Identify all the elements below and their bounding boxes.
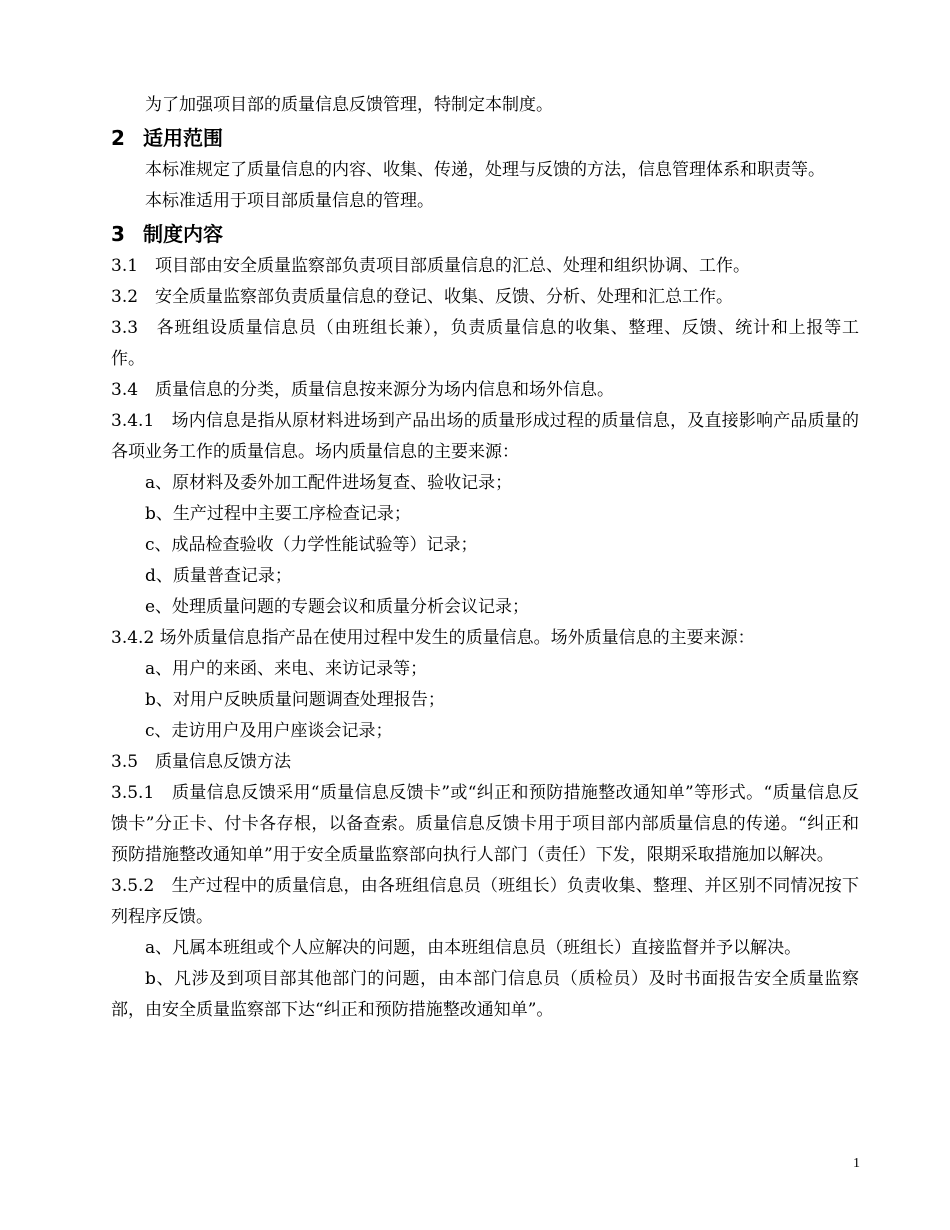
paragraph: 3.3 各班组设质量信息员（由班组长兼），负责质量信息的收集、整理、反馈、统计和上报等工作。 [111,318,859,369]
paragraph: 3.5 质量信息反馈方法 [111,752,292,772]
list-item: a、原材料及委外加工配件进场复查、验收记录； [145,473,513,493]
list-item: e、处理质量问题的专题会议和质量分析会议记录； [145,597,530,617]
list-item: c、成品检查验收（力学性能试验等）记录； [145,535,478,555]
paragraph: 本标准规定了质量信息的内容、收集、传递，处理与反馈的方法，信息管理体系和职责等。 [145,160,825,180]
paragraph: a、凡属本班组或个人应解决的问题，由本班组信息员（班组长）直接监督并予以解决。 [145,938,802,958]
paragraph: 本标准适用于项目部质量信息的管理。 [145,191,434,211]
list-item: d、质量普查记录； [145,566,292,586]
paragraph: 3.5.1 质量信息反馈采用“质量信息反馈卡”或“纠正和预防措施整改通知单”等形式。“质量信息反馈卡”分正卡、付卡各存根，以备查索。质量信息反馈卡用于项目部内部质量信息的传递。“纠正和预防措施整改通知单”用于安全质量监察部向执行人部门（责任）下发，限期采取措施加以解决。 [111,783,859,865]
paragraph: 3.4 质量信息的分类，质量信息按来源分为场内信息和场外信息。 [111,380,615,400]
section-number: 2 [111,126,125,150]
section-number: 3 [111,222,125,246]
paragraph: 为了加强项目部的质量信息反馈管理，特制定本制度。 [145,95,553,115]
list-item: b、生产过程中主要工序检查记录； [145,504,411,524]
section-heading [111,217,859,251]
section-title: 制度内容 [143,222,223,246]
paragraph: b、凡涉及到项目部其他部门的问题，由本部门信息员（质检员）及时书面报告安全质量监察部，由安全质量监察部下达“纠正和预防措施整改通知单”。 [111,969,859,1020]
list-item: b、对用户反映质量问题调查处理报告； [145,690,445,710]
list-item: a、用户的来函、来电、来访记录等； [145,659,428,679]
paragraph: 3.2 安全质量监察部负责质量信息的登记、收集、反馈、分析、处理和汇总工作。 [111,287,734,307]
document-body [111,90,859,1026]
paragraph: 3.1 项目部由安全质量监察部负责项目部质量信息的汇总、处理和组织协调、工作。 [111,256,751,276]
paragraph: 3.4.1 场内信息是指从原材料进场到产品出场的质量形成过程的质量信息，及直接影响产品质量的各项业务工作的质量信息。场内质量信息的主要来源： [111,411,859,462]
page-number: 1 [853,1156,860,1171]
list-item: c、走访用户及用户座谈会记录； [145,721,393,741]
section-heading [111,121,859,155]
paragraph: 3.5.2 生产过程中的质量信息，由各班组信息员（班组长）负责收集、整理、并区别不同情况按下列程序反馈。 [111,876,859,927]
paragraph: 3.4.2 场外质量信息指产品在使用过程中发生的质量信息。场外质量信息的主要来源： [111,628,755,648]
section-title: 适用范围 [143,126,223,150]
